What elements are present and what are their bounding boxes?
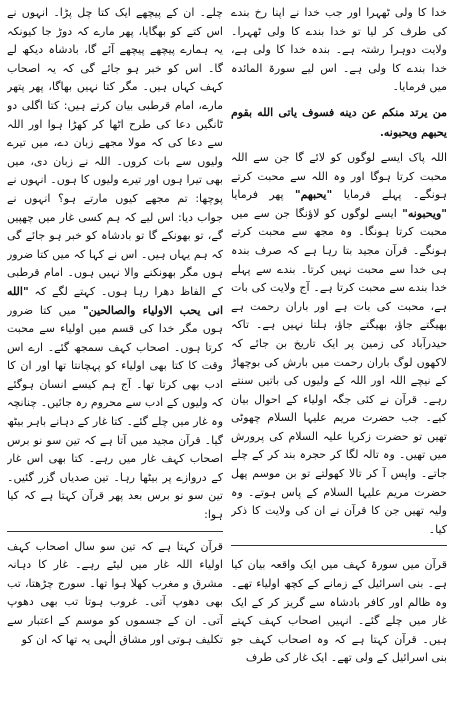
section-divider xyxy=(7,531,223,532)
paragraph: قرآن کہتا ہے کہ تین سو سال اصحاب کہف اولیاء اللہ غار میں لیٹے رہے۔ غار کا دہانہ مشرق و مغرب کھلا ہوا تھا۔ سورج چڑھتا، تب بھی دھوپ آتی۔ غروب ہوتا تب بھی دھوپ آتی۔ ان کے جسموں کو موسم کے اعتبار سے تکلیف ہوتی اور مشاق الٰہی یہ تھا کہ ان کو xyxy=(7,539,223,646)
quranic-verse: من یرتد منکم عن دینه فسوف یاتی الله بقوم یحبهم ویحبونه. xyxy=(231,105,447,139)
paragraph-text: میں کتا ضرور ہوں مگر خدا کی قسم میں اولیاء سے محبت کرتا ہوں۔ اصحاب کہف سمجھ گئے۔ ارے اس وقت کا کتا بھی اولیاء کو پہچانتا تھا اور ان کا ادب بھی کرتا تھا۔ آج ہم کیسے انسان ہوگئے کہ ولیوں کے ادب سے محروم رہ جائیں۔ چنانچہ وہ غار میں چلے گئے۔ کتا غار کے دہانے باہر بیٹھ گیا۔ قرآن مجید میں آتا ہے کہ تین سو نو برس اصحاب کہف غار میں رہے۔ کتا بھی اس غار کے دروازے پر بیٹھا رہا۔ تین صدیاں گزر گئیں۔ تین سو نو برس بعد پھر قرآن کہتا ہے کہ کیا ہوا: xyxy=(7,303,223,522)
paragraph xyxy=(231,149,447,539)
paragraph-text: ایسے لوگوں کو لاؤنگا جن سے میں محبت کرتا ہونگا۔ وہ مجھ سے محبت کرتے ہونگے۔ قرآن مجید بتا رہا ہے کہ صرف بندہ ہی خدا سے محبت نہیں کرتا۔ بندے سے پہلے خدا بندے سے محبت کرتا ہے۔ آج ولایت کی بات ہے، محبت کی بات ہے اور باران رحمت ہے بھیگتے جاؤ، بھیگتے جاؤ، ہلتا نہیں ہے۔ تاکہ حیدرآباد کی زمین پر ایک تاریخ بن جائے کہ لاکھوں لوگ باران رحمت میں بارش کی بوچھاڑ کے نیچے اللہ اور اللہ کے ولیوں کی باتیں سنتے رہے۔ قرآن نے کئی جگہ اولیاء کے احوال بیان کیے۔ جب حضرت مریم علیہا السلام چھوٹی تھیں تو حضرت زکریا علیہ السلام کی پرورش میں تھیں۔ وہ تالہ لگا کر حجرہ بند کر کے چلے جاتے۔ واپس آ کر تالا کھولتے تو بن موسم پھل حضرت مریم علیہا السلام کے پاس ہوتے۔ وہ ولیہ تھیں جن کا قرآن نے ان کی ولایت کا ذکر کیا۔ xyxy=(231,206,447,536)
paragraph-text: چلے۔ ان کے پیچھے ایک کتا چل پڑا۔ انہوں نے اس کتے کو بھگایا، پھر مارے کہ دوڑ جا کیونکہ یہ ہمارے پیچھے پیچھے آئے گا، بادشاہ دیکھ لے گا۔ اس کو خبر ہو جائے گی کہ یہ اصحاب کہف کہاں ہیں۔ مگر کتا نہیں بھاگا، پھر پتھر مارے، امام قرطبی بیان کرتے ہیں: کتا اگلی دو ٹانگیں دعا کی طرح اٹھا کر کھڑا ہوا اور اللہ سے دعا کی کہ مولا مجھے زبان دے، میں تیرے ولیوں سے بات کروں۔ اللہ نے زبان دی، میں بھی تیرا ہوں اور تیرے ولیوں کا ہوں۔ انہوں نے پوچھا: تم مجھے کیوں مارتے ہو؟ انہوں نے جواب دیا: اس لیے کہ ہم کسی غار میں چھپیں گے، تو بھونکے گا تو بادشاہ کو خبر ہو جائے گی کہ ہم یہاں ہیں۔ اس نے کہا کہ میں کتا ضرور ہوں مگر بھونکنے والا نہیں ہوں۔ امام قرطبی کے الفاظ دھرا رہا ہوں۔ کہتے لگے کہ xyxy=(7,6,223,298)
right-column xyxy=(231,4,447,715)
paragraph-text: پھر فرمایا xyxy=(231,188,284,202)
arabic-phrase: "الله انی یحب الاولیاء والصالحین" xyxy=(7,284,223,317)
paragraph: قرآن میں سورۃ کہف میں ایک واقعہ بیان کیا ہے۔ بنی اسرائیل کے زمانے کے کچھ اولیاء تھے۔ وہ ظالم اور کافر بادشاہ سے گریز کر کے ایک غار میں چلے گئے۔ انہیں اصحاب کہف کہتے ہیں۔ قرآن کہتا ہے کہ وہ اصحاب کہف جو بنی اسرائیل کے ولی تھے۔ ایک غار کی طرف xyxy=(231,558,447,665)
arabic-word: "ویحبونه" xyxy=(402,206,447,220)
paragraph xyxy=(7,4,223,525)
paragraph: خدا کا ولی ٹھہرا اور جب خدا نے اپنا رخ بندے کی طرف کر لیا تو خدا بندے کا ولی ٹھہرا۔ ولایت دوہرا رشتہ ہے۔ بندہ خدا کا ولی ہے، خدا بندے کا ولی ہے۔ اس لیے سورۃ المائدہ میں فرمایا۔ xyxy=(231,6,447,94)
section-divider xyxy=(231,545,447,546)
paragraph-text: اللہ پاک ایسے لوگوں کو لائے گا جن سے اللہ محبت کرتا ہوگا اور وہ اللہ سے محبت کرتے ہونگے۔ پہلے فرمایا xyxy=(231,150,447,202)
arabic-word: "یحبهم" xyxy=(294,188,333,202)
left-column xyxy=(7,4,223,715)
